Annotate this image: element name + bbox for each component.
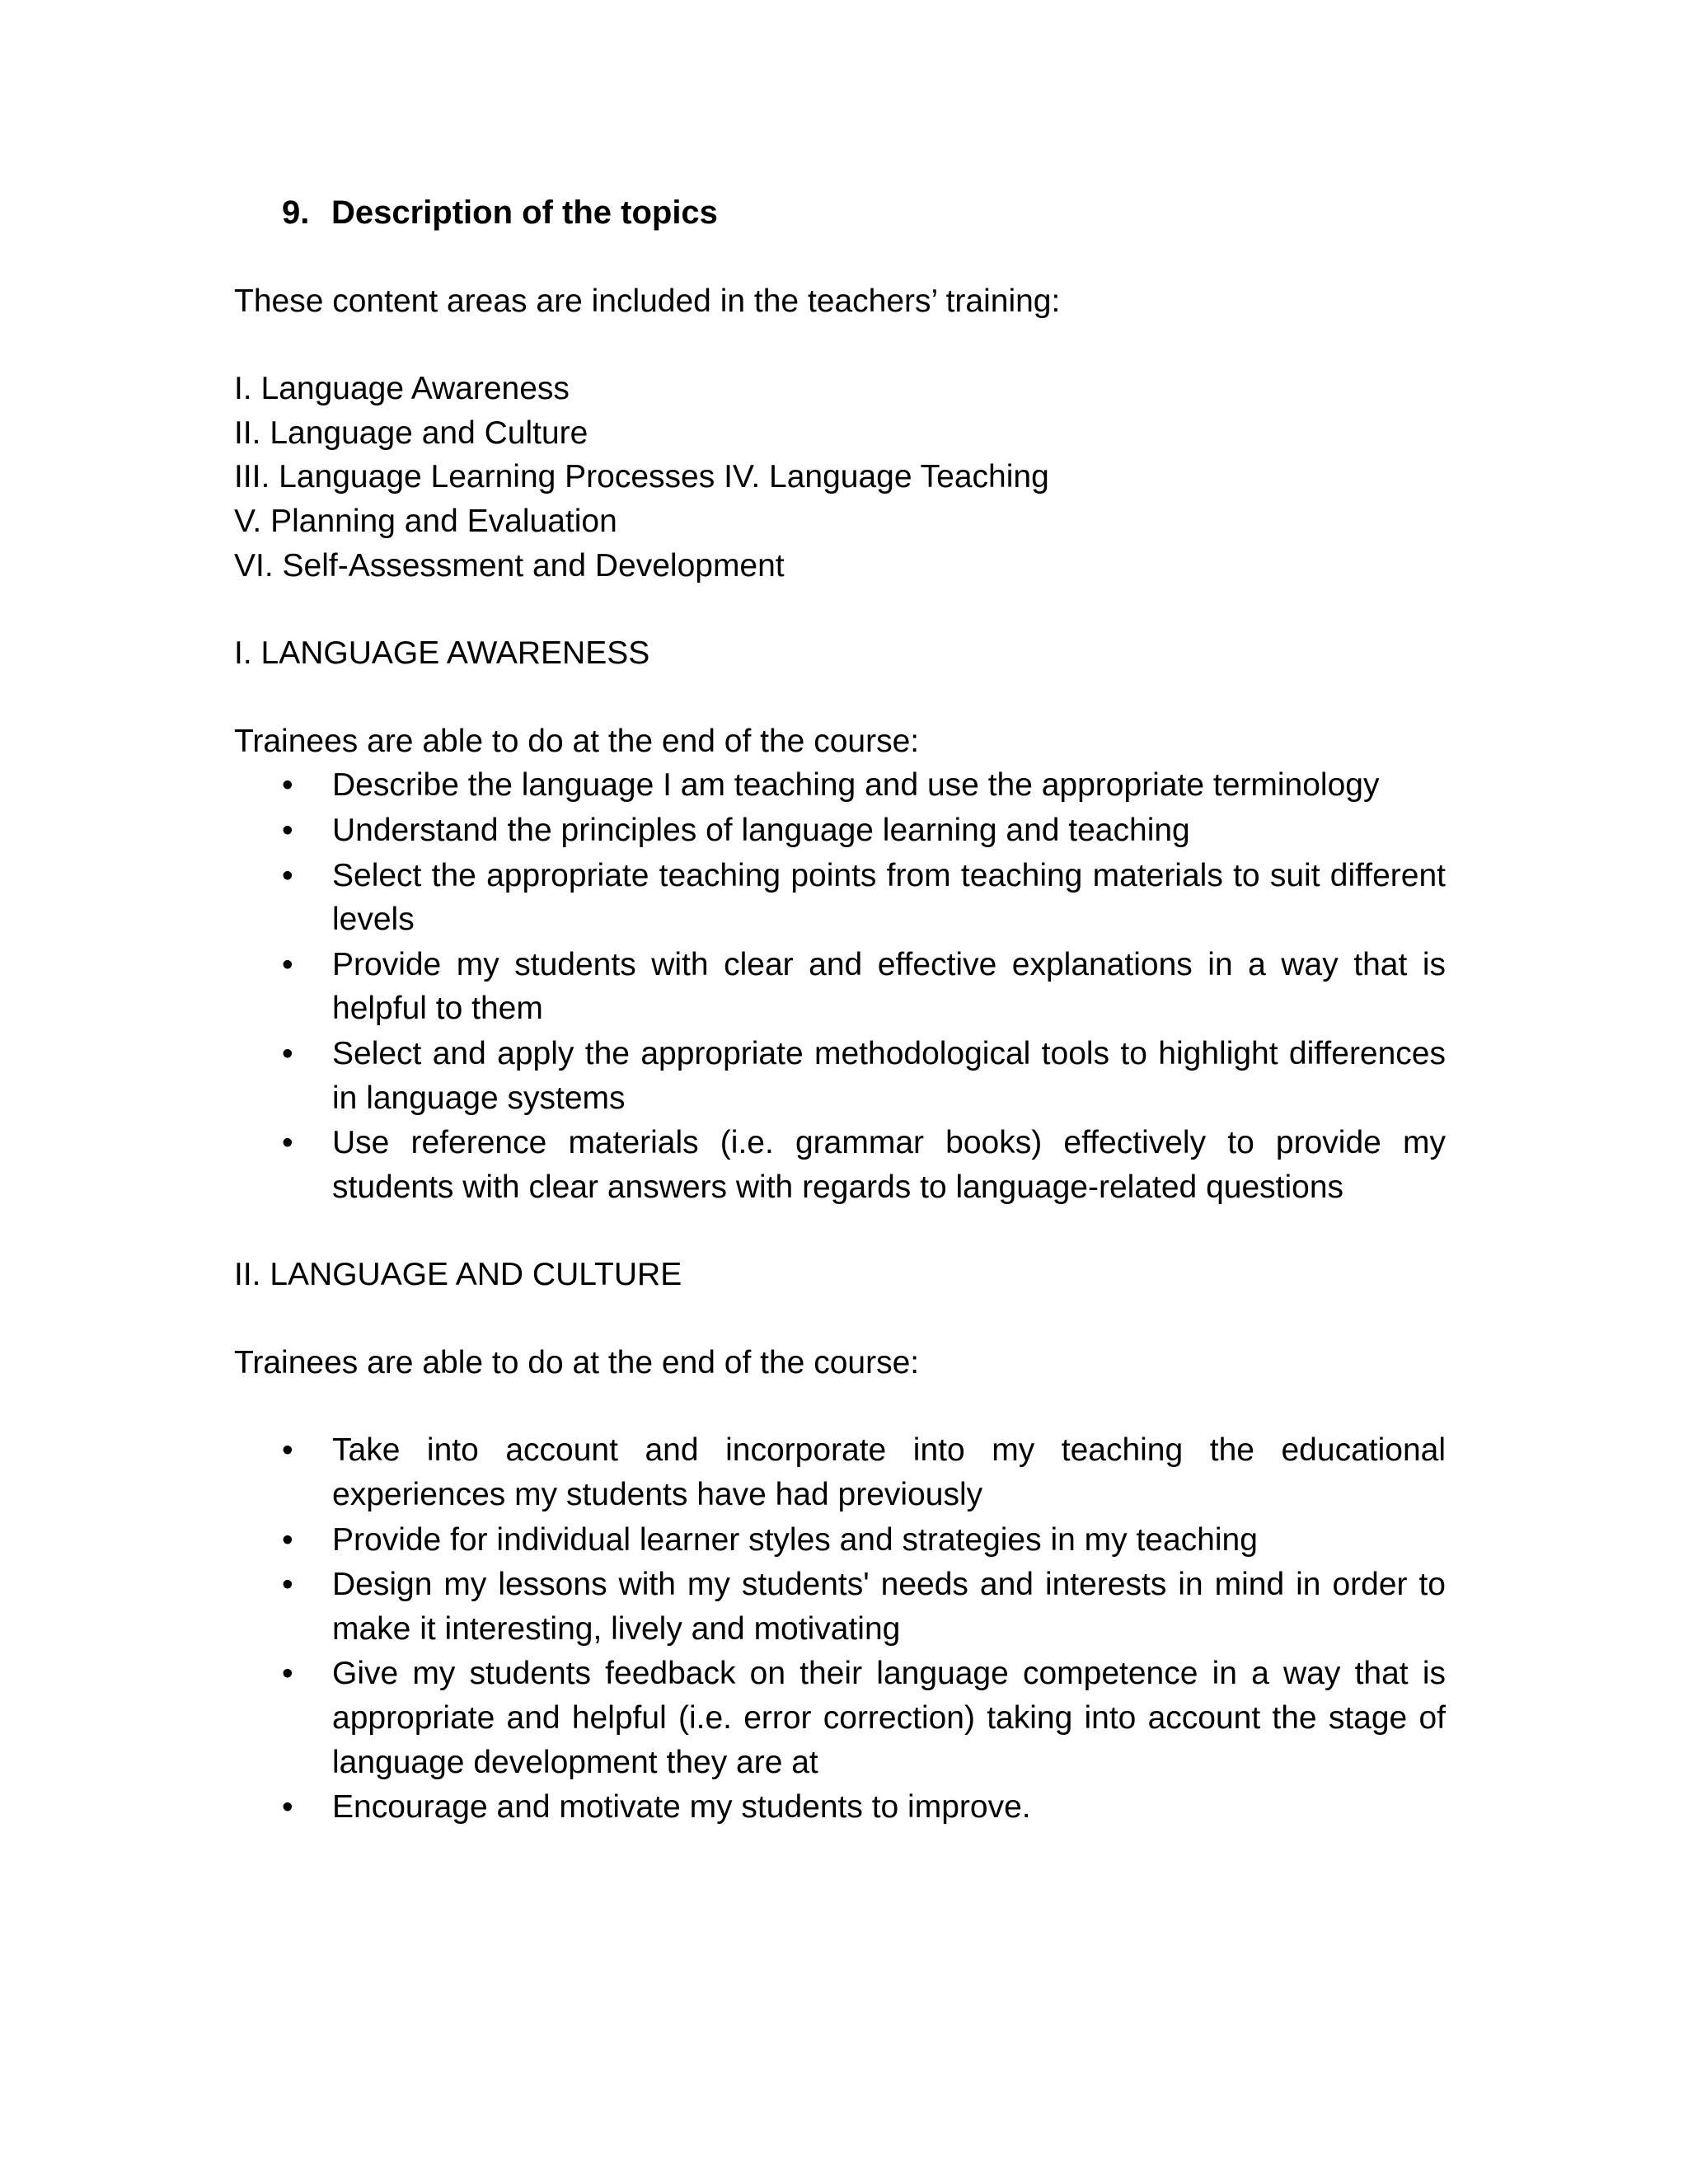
bullet-icon: • xyxy=(282,1656,293,1692)
section-title-language-and-culture: II. LANGUAGE AND CULTURE xyxy=(234,1257,682,1293)
topic-list xyxy=(234,367,1446,588)
list-item xyxy=(234,1785,1446,1830)
bullet-icon: • xyxy=(282,1789,293,1825)
topic-item: I. Language Awareness xyxy=(234,371,570,407)
list-item-text: Give my students feedback on their language competence in a way that is appropriate and helpful (i.e. error correction) taking into account the stage of language development they are at xyxy=(332,1656,1446,1780)
list-item-text: Select and apply the appropriate methodological tools to highlight differences in language systems xyxy=(332,1035,1446,1116)
list-item xyxy=(234,943,1446,1031)
list-item-text: Provide my students with clear and effective explanations in a way that is helpful to them xyxy=(332,946,1446,1027)
list-item-text: Take into account and incorporate into my teaching the educational experiences my students have had previously xyxy=(332,1432,1446,1513)
heading-number: 9. xyxy=(282,194,310,231)
list-item-text: Design my lessons with my students' needs and interests in mind in order to make it interesting, lively and motivating xyxy=(332,1567,1446,1647)
bullet-icon: • xyxy=(282,946,293,982)
list-item xyxy=(234,1563,1446,1651)
section-title-language-awareness: I. LANGUAGE AWARENESS xyxy=(234,635,650,672)
bullet-icon: • xyxy=(282,767,293,804)
topic-item: VI. Self-Assessment and Development xyxy=(234,547,785,583)
section-lead: Trainees are able to do at the end of the course: xyxy=(234,723,920,759)
section-lead: Trainees are able to do at the end of the course: xyxy=(234,1344,920,1380)
list-item xyxy=(234,1518,1446,1563)
list-item xyxy=(234,854,1446,942)
intro-text: These content areas are included in the teachers’ training: xyxy=(234,283,1061,319)
bullet-icon: • xyxy=(282,1035,293,1071)
list-item xyxy=(234,1652,1446,1784)
bullet-icon: • xyxy=(282,1521,293,1558)
list-item xyxy=(234,763,1446,808)
list-item xyxy=(234,1032,1446,1120)
section-heading xyxy=(234,191,1446,236)
topic-item: III. Language Learning Processes IV. Language Teaching xyxy=(234,459,1049,495)
bullet-icon: • xyxy=(282,1567,293,1603)
list-item-text: Encourage and motivate my students to improve. xyxy=(332,1789,1031,1825)
list-item xyxy=(234,1428,1446,1516)
topic-item: II. Language and Culture xyxy=(234,415,588,451)
list-item-text: Understand the principles of language learning and teaching xyxy=(332,812,1190,848)
bullet-icon: • xyxy=(282,812,293,848)
list-item-text: Describe the language I am teaching and use the appropriate terminology xyxy=(332,767,1380,804)
list-item-text: Use reference materials (i.e. grammar books) effectively to provide my students with clear answers with regards to language-related questions xyxy=(332,1125,1446,1205)
bullet-icon: • xyxy=(282,1125,293,1161)
heading-title: Description of the topics xyxy=(331,194,718,231)
document-content xyxy=(234,191,1446,1873)
bullet-icon: • xyxy=(282,857,293,893)
bullet-list-language-awareness xyxy=(234,763,1446,1209)
list-item xyxy=(234,808,1446,853)
topic-item: V. Planning and Evaluation xyxy=(234,503,617,539)
list-item xyxy=(234,1121,1446,1209)
bullet-icon: • xyxy=(282,1432,293,1469)
list-item-text: Select the appropriate teaching points from teaching materials to suit different levels xyxy=(332,857,1446,938)
bullet-list-language-and-culture xyxy=(234,1428,1446,1829)
list-item-text: Provide for individual learner styles and strategies in my teaching xyxy=(332,1521,1258,1558)
